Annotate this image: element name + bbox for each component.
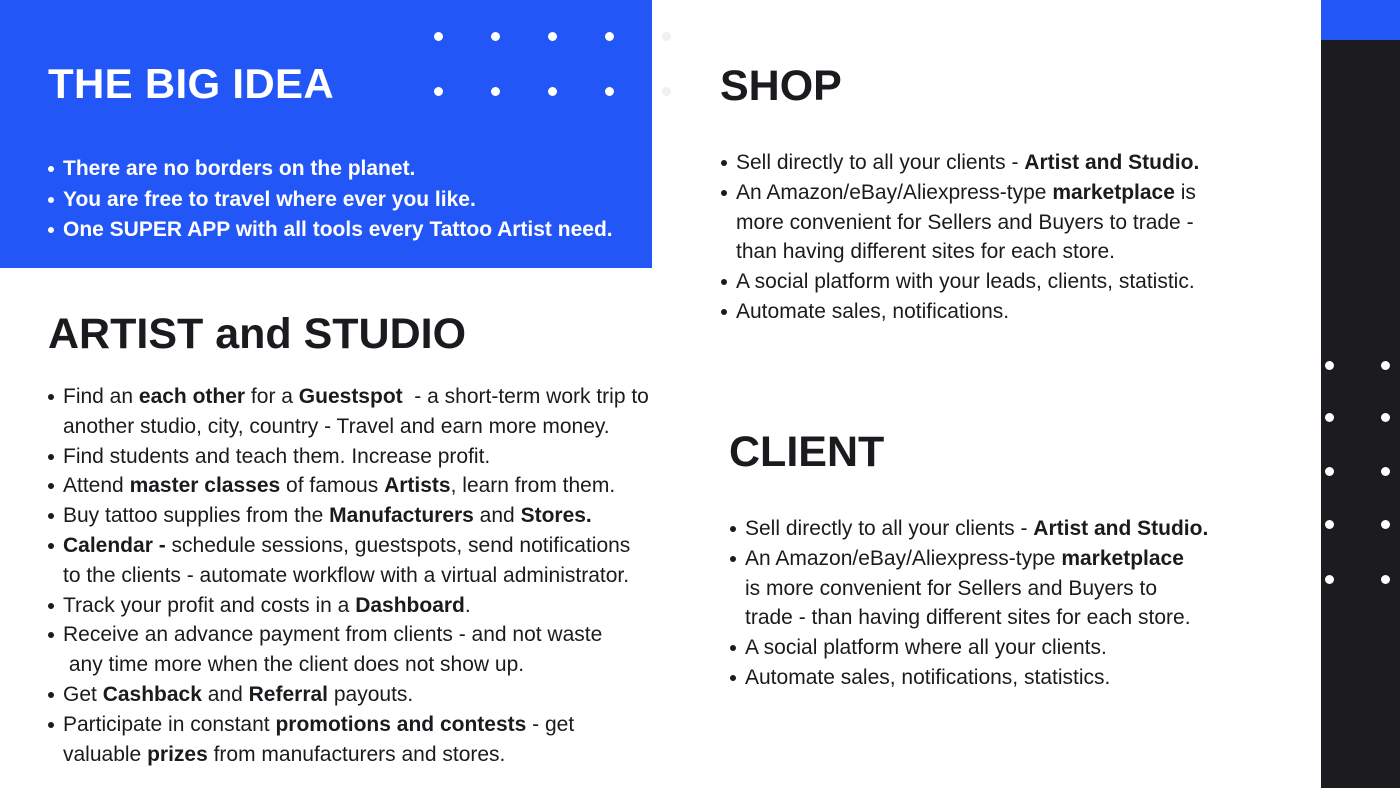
list-item: Automate sales, notifications.	[721, 297, 1216, 327]
list-item: A social platform where all your clients.	[730, 633, 1210, 663]
big-idea-title: THE BIG IDEA	[48, 60, 334, 107]
dot	[434, 32, 443, 41]
dot	[1325, 361, 1334, 370]
shop-title: SHOP	[720, 62, 842, 110]
dot	[491, 87, 500, 96]
dot	[1381, 413, 1390, 422]
dot	[491, 32, 500, 41]
shop-list	[721, 148, 1216, 327]
client-title: CLIENT	[729, 428, 885, 476]
list-item: Get Cashback and Referral payouts.	[48, 680, 653, 710]
big-idea-list	[48, 154, 613, 246]
list-item: Buy tattoo supplies from the Manufacturers and Stores.	[48, 501, 653, 531]
dot	[662, 87, 671, 96]
dot	[1325, 467, 1334, 476]
list-item: Calendar - schedule sessions, guestspots, send notifications to the clients - automate workflow with a virtual administrator.	[48, 531, 653, 591]
list-item: An Amazon/eBay/Aliexpress-type marketplace is more convenient for Sellers and Buyers to trade - than having different sites for each store.	[721, 178, 1216, 267]
dot	[1381, 520, 1390, 529]
dot	[605, 87, 614, 96]
list-item: Automate sales, notifications, statistics.	[730, 663, 1210, 693]
list-item: Receive an advance payment from clients - and not waste any time more when the client does not show up.	[48, 620, 653, 680]
dot	[548, 32, 557, 41]
list-item: Attend master classes of famous Artists, learn from them.	[48, 471, 653, 501]
dot	[662, 32, 671, 41]
dot	[548, 87, 557, 96]
list-item: One SUPER APP with all tools every Tattoo Artist need.	[48, 215, 613, 246]
artist-studio-list	[48, 382, 653, 769]
list-item: Find students and teach them. Increase profit.	[48, 442, 653, 472]
list-item: You are free to travel where ever you like.	[48, 185, 613, 216]
list-item: Find an each other for a Guestspot - a short-term work trip to another studio, city, country - Travel and earn more money.	[48, 382, 653, 442]
client-list	[730, 514, 1210, 693]
list-item: Track your profit and costs in a Dashboard.	[48, 591, 653, 621]
artist-studio-title: ARTIST and STUDIO	[48, 310, 467, 358]
dot	[434, 87, 443, 96]
list-item: Sell directly to all your clients - Artist and Studio.	[721, 148, 1216, 178]
list-item: Participate in constant promotions and contests - get valuable prizes from manufacturers and stores.	[48, 710, 653, 770]
dot	[1325, 520, 1334, 529]
dot	[1381, 575, 1390, 584]
dot	[1325, 413, 1334, 422]
dot	[1381, 467, 1390, 476]
list-item: Sell directly to all your clients - Artist and Studio.	[730, 514, 1210, 544]
dot	[1325, 575, 1334, 584]
side-accent-bar	[1321, 0, 1400, 40]
list-item: A social platform with your leads, clients, statistic.	[721, 267, 1216, 297]
dot	[605, 32, 614, 41]
list-item: An Amazon/eBay/Aliexpress-type marketplace is more convenient for Sellers and Buyers to trade - than having different sites for each store.	[730, 544, 1210, 633]
dot	[1381, 361, 1390, 370]
list-item: There are no borders on the planet.	[48, 154, 613, 185]
